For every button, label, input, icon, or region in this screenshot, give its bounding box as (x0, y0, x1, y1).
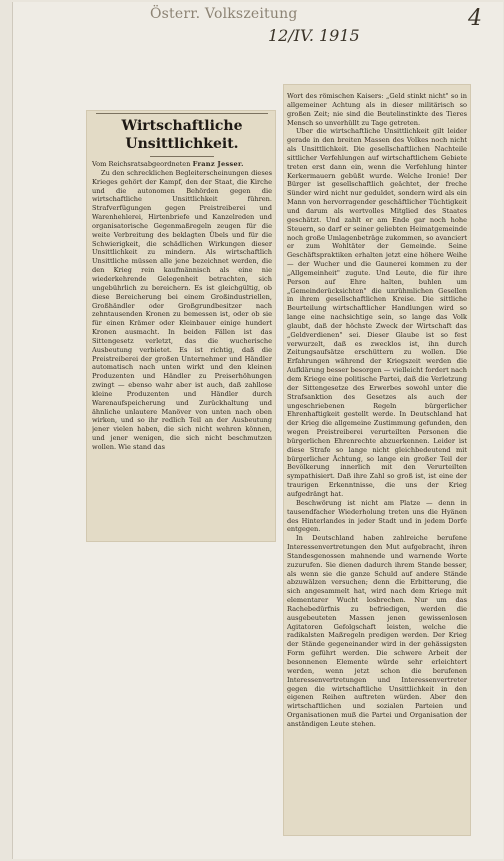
article-column-left (92, 160, 272, 538)
article-headline: Wirtschaftliche Unsittlichkeit. (121, 118, 243, 152)
headline-top-rule (96, 113, 268, 114)
handwritten-date: 12/IV. 1915 (268, 26, 360, 45)
headline-divider (150, 156, 214, 157)
paragraph-right-1: Wort des römischen Kaisers: „Geld stinkt nicht" so in allgemeiner Achtung als in dieser militärisch so großen Zeit; nie sind die Beutelinstinkte des Tieres Mensch so unverhüllt zu Tage getreten. (287, 92, 467, 127)
paragraph-right-2: Uber die wirtschaftliche Unsittlichkeit gilt leider gerade in den breiten Massen des Volkes noch nicht als Unsittlichkeit. Die gesellschaftlichen Nachteile sittlicher Verfehlungen auf wirtschaftlichem Gebiete treten erst dann ein, wenn die Verfehlung hinter Kerkermauern gebüßt wurde. Welche Ironie! Der Bürger ist gesellschaftlich geächtet, der freche Sünder wird nicht nur geduldet, sondern wird als ein Mann von hervorragender geschäftlicher Tüchtigkeit und darum als wertvolles Mitglied des Staates geschätzt. Und zahlt er am Ende gar noch hohe Steuern, so darf er seiner geliebten Heimatgemeinde noch große Umlagenbeträge zukommen, so avanciert er zum Wohltäter der Gemeinde. Seine Geschäftspraktiken erhalten jetzt eine höhere Weihe — der Wucher und die Gaunerei kommen zu der „Allgemeinheit" zugute. Und Leute, die für ihre Person auf Ehre halten, buhlen um „Gemeinderücksichten" die unrühmlichen Gesellen in ihrem gesellschaftlichen Kreise. Die sittliche Beurteilung wirtschaftlicher Handlungen wird so lange eine nachsichtige sein, so lange das Volk glaubt, daß der höchste Zweck der Wirtschaft das „Geldverdienen" sei. Dieser Glaube ist so fest verwurzelt, daß es zwecklos ist, ihn durch Zeitungsaufsätze erschüttern zu wollen. Die Erfahrungen während der Kriegszeit werden die Aufklärung besser besorgen — vielleicht fordert nach dem Kriege eine politische Partei, daß die Verletzung der Sittengesetze des Erwerbes sowohl unter die Strafsanktion des Gesetzes als auch der ungeschriebenen Regeln bürgerlicher Ehrenhaftigkeit gestellt werde. In Deutschland hat der Krieg die allgemeine Zustimmung gefunden, den wegen Preistreiberei verurteilten Personen die bürgerlichen Ehrenrechte abzuerkennen. Leider ist diese Strafe so lange nicht gleichbedeutend mit bürgerlicher Ächtung, so lange ein großer Teil der Bevölkerung innerlich mit den Verurteilten sympathisiert. Daß ihre Zahl so groß ist, ist eine der traurigen Erkenntnisse, die uns der Krieg aufgedrängt hat. (287, 127, 467, 498)
author-name: Franz Jesser. (192, 160, 244, 168)
paragraph-right-4: In Deutschland haben zahlreiche berufene Interessenvertretungen den Mut aufgebracht, ihren Standesgenossen mahnende und warnende Worte zuzurufen. Sie dienen dadurch ihrem Stande besser, als wenn sie die ganze Schuld auf andere Stände abzuwälzen versuchen; denn die Erbitterung, die sich angesammelt hat, wird nach dem Kriege mit elementarer Wucht losbrechen. Nur um das Rachebedürfnis zu befriedigen, werden die ausgebeuteten Massen jenen gewissenlosen Agitatoren Gefolgschaft leisten, welche die radikalsten Maßregeln predigen werden. Der Krieg der Stände gegeneinander wird in der gehässigsten Form geführt werden. Die schwere Arbeit der besonnenen Elemente würde sehr erleichtert werden, wenn jetzt schon die berufenen Interessenvertretungen und Interessenvertreter gegen die wirtschaftliche Unsittlichkeit in den eigenen Reihen auftreten würden. Aber den wirtschaftlichen und sozialen Parteien und Organisationen muß die Partei und Organisation der anständigen Leute stehen. (287, 534, 467, 728)
article-column-right (287, 92, 467, 832)
paragraph-left-1: Zu den schrecklichen Begleiterscheinungen dieses Krieges gehört der Kampf, den der Staat, die Kirche und die autonomen Behörden gegen die wirtschaftliche Unsittlichkeit führen. Strafverfügungen gegen Preistreiberei und Warenhehlerei, Hirtenbriefe und Kanzelreden und organisatorische Gegenmaßregeln zeugen für die weite Verbreitung des beklagten Übels und für die Schwierigkeit, die schädlichen Wirkungen dieser Unsittlichkeit zu mindern. Als wirtschaftlich Unsittliche müssen alle jene bezeichnet werden, die den Krieg rein kaufmännisch als eine nie wiederkehrende Gelegenheit betrachten, sich ungebührlich zu bereichern. Es ist gleichgültig, ob diese Bereicherung bei einem Großindustriellen, Großhändler oder Großgrundbesitzer nach zehntausenden Kronen zu bemessen ist, oder ob sie für einen Krämer oder Kleinbauer einige hundert Kronen ausmacht. In beiden Fällen ist das Sittengesetz verletzt, das die wucherische Ausbeutung verbietet. Es ist richtig, daß die Preistreiberei der großen Unternehmer und Händler automatisch nach unten wirkt und den kleinen Produzenten und Händler zu Preiserhöhungen zwingt — ebenso wahr aber ist auch, daß zahllose kleine Produzenten und Händler durch Warenaufspeicherung und Zurückhaltung und ähnliche unlautere Manöver von unten nach oben wirken, und so ihr redlich Teil an der Ausbeutung jener vielen haben, die sich nicht wehren können, und jener wenigen, die sich nicht beschmutzen wollen. Wie stand das (92, 168, 272, 451)
byline-prefix: Vom Reichsratsabgeordneten (92, 160, 191, 168)
newspaper-title: Österr. Volkszeitung (150, 6, 298, 22)
paragraph-right-3: Beschwörung ist nicht am Platze — denn in tausendfacher Wiederholung treten uns die Hyänen des Hinterlandes in jeder Stadt und in jedem Dorfe entgegen. (287, 498, 467, 534)
handwritten-folio-number: 4 (468, 6, 482, 31)
byline (92, 160, 272, 169)
